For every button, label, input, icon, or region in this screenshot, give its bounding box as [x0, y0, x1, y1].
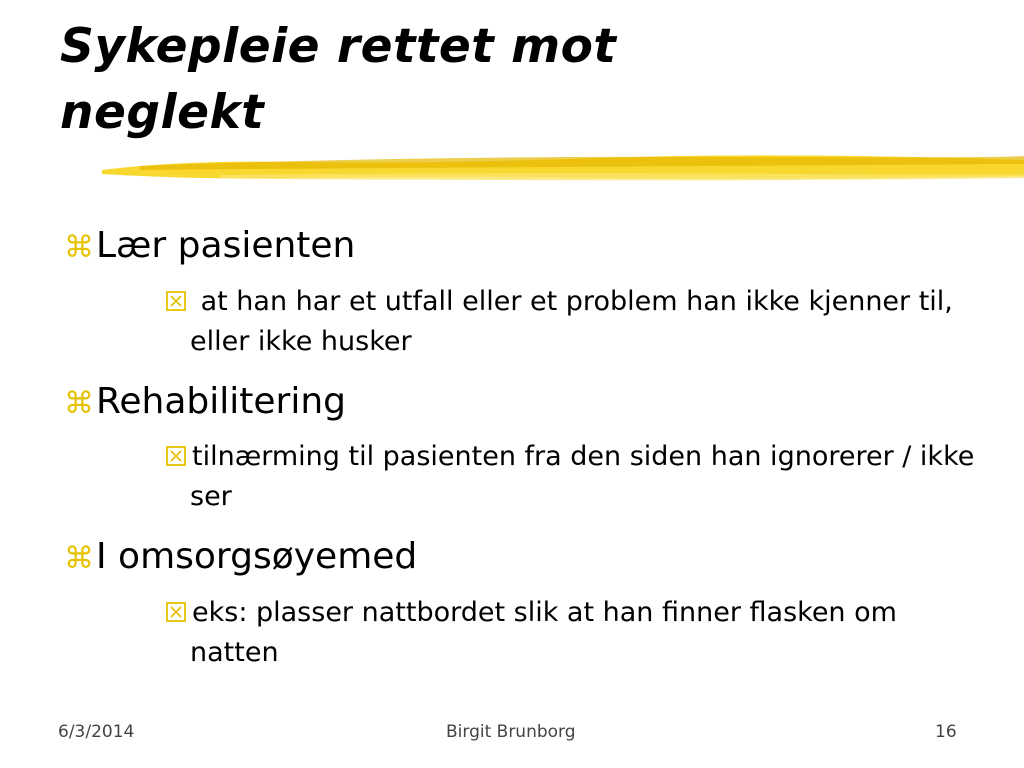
sub-bullet-3 — [166, 593, 990, 673]
title-line-1: Sykepleie rettet mot — [60, 19, 617, 74]
bullet-item-2 — [64, 380, 346, 426]
slide-title — [60, 14, 960, 146]
bullet-item-3 — [64, 535, 417, 581]
command-key-icon: ⌘ — [64, 230, 94, 265]
x-box-icon — [166, 446, 186, 466]
footer-page-number: 16 — [935, 722, 957, 742]
sub-bullet-text-1: at han har et utfall eller et problem han ikke kjenner til, eller ikke husker — [190, 286, 953, 357]
command-key-icon: ⌘ — [64, 386, 94, 421]
bullet-item-1 — [64, 224, 355, 270]
sub-bullet-1 — [166, 282, 990, 362]
x-box-icon — [166, 602, 186, 622]
sub-bullet-text-3: eks: plasser nattbordet slik at han finner flasken om natten — [190, 597, 897, 668]
bullet-label-3: I omsorgsøyemed — [96, 536, 418, 577]
bullet-label-2: Rehabilitering — [96, 381, 347, 422]
x-box-icon — [166, 291, 186, 311]
command-key-icon: ⌘ — [64, 541, 94, 576]
title-line-2: neglekt — [60, 85, 265, 140]
footer-author: Birgit Brunborg — [446, 722, 576, 742]
sub-bullet-text-2: tilnærming til pasienten fra den siden han ignorerer / ikke ser — [190, 441, 975, 512]
footer-date: 6/3/2014 — [58, 722, 135, 742]
sub-bullet-2 — [166, 437, 990, 517]
bullet-label-1: Lær pasienten — [96, 225, 356, 266]
title-underline-brush — [100, 148, 1024, 186]
